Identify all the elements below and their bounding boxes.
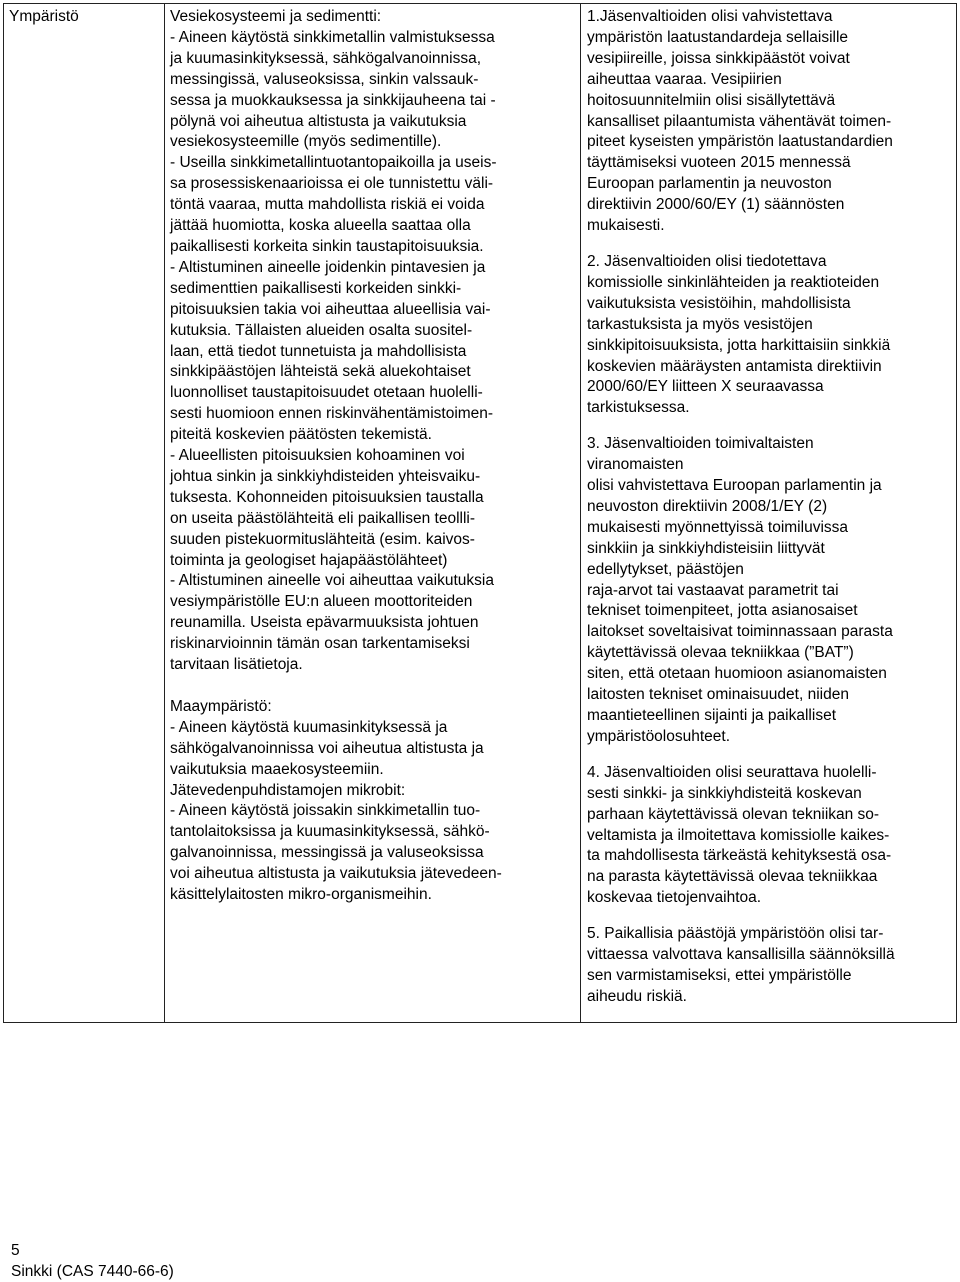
recommendation-line: sinkkiin ja sinkkiyhdisteisiin liittyvät bbox=[587, 539, 825, 557]
effects-line: paikallisesti korkeita sinkin taustapitoisuuksia. bbox=[170, 237, 484, 255]
effects-line: sähkögalvanoinnissa voi aiheutua altistusta ja bbox=[170, 739, 484, 757]
recommendation-line: 2000/60/EY liitteen X seuraavassa bbox=[587, 378, 824, 396]
recommendation-line: tekniset toimenpiteet, jotta asianosaiset bbox=[587, 602, 858, 620]
recommendation-line: edellytykset, päästöjen bbox=[587, 560, 744, 578]
recommendation-line: vittaessa valvottava kansallisilla säännöksillä bbox=[587, 946, 895, 964]
effects-line: messingissä, valuseoksissa, sinkin valssauk- bbox=[170, 70, 479, 88]
document-title: Sinkki (CAS 7440-66-6) bbox=[11, 1263, 174, 1280]
effects-line: jättää huomiotta, koska alueella saattaa olla bbox=[170, 217, 471, 235]
effects-line: - Aineen käytöstä kuumasinkityksessä ja bbox=[170, 718, 448, 736]
recommendation-item bbox=[587, 252, 950, 419]
recommendations-text bbox=[587, 7, 950, 1008]
effects-line: toiminta ja geologiset hajapäästölähteet) bbox=[170, 551, 448, 569]
recommendation-line: kansalliset pilaantumista vähentävät toimen- bbox=[587, 112, 892, 130]
effects-line: reunamilla. Useista epävarmuuksista johtuen bbox=[170, 614, 479, 632]
effects-line: tarvitaan lisätietoja. bbox=[170, 656, 303, 674]
effects-line: on useita päästölähteitä eli paikallisen teollli- bbox=[170, 509, 476, 527]
paragraph-gap bbox=[587, 748, 950, 763]
recommendation-line: maantieteellinen sijainti ja paikalliset bbox=[587, 707, 836, 724]
recommendation-line: hoitosuunnitelmiin olisi sisällytettävä bbox=[587, 91, 836, 109]
effects-line: sinkkipäästöjen lähteistä sekä aluekohtaiset bbox=[170, 363, 471, 381]
effects-line: vaikutuksia maaekosysteemiin. bbox=[170, 760, 384, 778]
effects-line: sessa ja muokkauksessa ja sinkkijauheena tai - bbox=[170, 91, 496, 109]
recommendation-line: ympäristöolosuhteet. bbox=[587, 727, 731, 745]
effects-line: - Alueellisten pitoisuuksien kohoaminen voi bbox=[170, 447, 465, 465]
recommendation-line: neuvoston direktiivin 2008/1/EY (2) bbox=[587, 497, 828, 515]
effects-cell bbox=[165, 4, 581, 1023]
effects-text bbox=[170, 7, 574, 906]
effects-line: riskinarvioinnin tämän osan tarkentamiseksi bbox=[170, 635, 470, 653]
recommendation-line: sen varmistamiseksi, ettei ympäristölle bbox=[587, 966, 852, 984]
recommendation-item bbox=[587, 434, 950, 748]
effects-line: laan, että tiedot tunnetuista ja mahdollisista bbox=[170, 342, 467, 360]
effects-line: käsittelylaitosten mikro-organismeihin. bbox=[170, 886, 432, 904]
paragraph-gap bbox=[587, 419, 950, 434]
recommendation-line: ympäristön laatustandardeja sellaisille bbox=[587, 28, 849, 46]
effects-line: sesti huomioon ennen riskinvähentämistoimen- bbox=[170, 405, 494, 423]
category-label: Ympäristö bbox=[9, 8, 79, 25]
category-cell bbox=[4, 4, 165, 1023]
recommendation-line: koskevaa tietojenvaihtoa. bbox=[587, 889, 762, 907]
recommendation-line: 5. Paikallisia päästöjä ympäristöön olisi tar- bbox=[587, 925, 884, 943]
recommendation-line: aiheuttaa vaaraa. Vesipiirien bbox=[587, 70, 782, 88]
recommendation-line: vesipiireille, joissa sinkkipäästöt voivat bbox=[587, 49, 850, 67]
effects-line: - Altistuminen aineelle joidenkin pintavesien ja bbox=[170, 258, 486, 276]
paragraph-gap bbox=[587, 237, 950, 252]
effects-line: vesiympäristölle EU:n alueen moottoriteiden bbox=[170, 593, 473, 611]
recommendation-line: viranomaisten bbox=[587, 456, 684, 474]
recommendation-line: Euroopan parlamentin ja neuvoston bbox=[587, 175, 832, 193]
recommendation-line: siten, että otetaan huomioon asianomaisten bbox=[587, 665, 887, 683]
recommendation-line: ta mahdollisesta tärkeästä kehityksestä osa- bbox=[587, 847, 892, 865]
table-row bbox=[4, 4, 957, 1023]
effects-line: sa prosessiskenaarioissa ei ole tunnistettu väli- bbox=[170, 175, 494, 193]
effects-line: pitoisuuksien takia voi aiheuttaa alueellisia vai- bbox=[170, 300, 491, 318]
recommendation-line: sinkkipitoisuuksista, jotta harkittaisiin sinkkiä bbox=[587, 336, 891, 354]
recommendation-line: parhaan käytettävissä olevan tekniikan so- bbox=[587, 805, 880, 823]
recommendation-line: koskevien määräysten antamista direktiivin bbox=[587, 357, 882, 375]
recommendation-line: vaikutuksista vesistöihin, mahdollisista bbox=[587, 294, 851, 312]
risk-table bbox=[3, 3, 957, 1023]
effects-line: Maaympäristö: bbox=[170, 697, 272, 715]
recommendation-item bbox=[587, 7, 950, 237]
recommendation-line: aiheudu riskiä. bbox=[587, 987, 687, 1005]
recommendations-cell bbox=[581, 4, 957, 1023]
effects-line: vesiekosysteemille (myös sedimentille). bbox=[170, 133, 442, 151]
effects-line: - Aineen käytöstä sinkkimetallin valmistuksessa bbox=[170, 28, 495, 46]
recommendation-line: 3. Jäsenvaltioiden toimivaltaisten bbox=[587, 435, 814, 453]
recommendation-line: olisi vahvistettava Euroopan parlamentin ja bbox=[587, 477, 882, 495]
recommendation-line: 2. Jäsenvaltioiden olisi tiedotettava bbox=[587, 252, 827, 270]
page-number: 5 bbox=[11, 1242, 20, 1259]
effects-line: - Aineen käytöstä joissakin sinkkimetallin tuo- bbox=[170, 802, 481, 820]
effects-line: Jätevedenpuhdistamojen mikrobit: bbox=[170, 781, 406, 799]
recommendation-line: komissiolle sinkinlähteiden ja reaktioteiden bbox=[587, 273, 880, 291]
recommendation-item bbox=[587, 763, 950, 909]
paragraph-gap bbox=[170, 676, 574, 697]
effects-line: - Altistuminen aineelle voi aiheuttaa vaikutuksia bbox=[170, 572, 494, 590]
effects-line: kutuksia. Tällaisten alueiden osalta suositel- bbox=[170, 321, 473, 339]
effects-line: sedimenttien paikallisesti korkeiden sinkki- bbox=[170, 279, 462, 297]
recommendation-item bbox=[587, 924, 950, 1008]
effects-line: piteitä koskevien päätösten tekemistä. bbox=[170, 426, 432, 444]
recommendation-line: laitosten tekniset ominaisuudet, niiden bbox=[587, 686, 849, 704]
recommendation-line: mukaisesti myönnettyissä toimiluvissa bbox=[587, 518, 849, 536]
recommendation-line: piteet kyseisten ympäristön laatustandardien bbox=[587, 133, 893, 151]
recommendation-line: käytettävissä olevaa tekniikkaa (”BAT”) bbox=[587, 644, 854, 662]
recommendation-line: täyttämiseksi vuoteen 2015 mennessä bbox=[587, 154, 851, 172]
recommendation-line: laitokset soveltaisivat toiminnassaan parasta bbox=[587, 623, 893, 641]
page-footer bbox=[11, 1240, 174, 1282]
recommendation-line: mukaisesti. bbox=[587, 217, 665, 235]
recommendation-line: sesti sinkki- ja sinkkiyhdisteitä koskevan bbox=[587, 784, 862, 802]
effects-line: Vesiekosysteemi ja sedimentti: bbox=[170, 8, 382, 25]
recommendation-line: direktiivin 2000/60/EY (1) säännösten bbox=[587, 196, 845, 214]
effects-line: - Useilla sinkkimetallintuotantopaikoilla ja useis- bbox=[170, 154, 497, 172]
recommendation-line: 1.Jäsenvaltioiden olisi vahvistettava bbox=[587, 8, 833, 25]
recommendation-line: 4. Jäsenvaltioiden olisi seurattava huolelli- bbox=[587, 763, 877, 781]
effects-line: johtua sinkin ja sinkkiyhdisteiden yhteisvaiku- bbox=[170, 467, 481, 485]
recommendation-line: na parasta käytettävissä olevaa tekniikkaa bbox=[587, 868, 878, 886]
effects-line: tantolaitoksissa ja kuumasinkityksessä, sähkö- bbox=[170, 823, 490, 841]
effects-line: voi aiheutua altistusta ja vaikutuksia jätevedeen- bbox=[170, 865, 502, 883]
effects-line: töntä vaaraa, mutta mahdollista riskiä ei voida bbox=[170, 196, 485, 214]
effects-line: suuden pistekuormituslähteitä (esim. kaivos- bbox=[170, 530, 475, 548]
effects-line: luonnolliset taustapitoisuudet otetaan huolelli- bbox=[170, 384, 483, 402]
effects-line: tuksesta. Kohonneiden pitoisuuksien taustalla bbox=[170, 488, 484, 506]
effects-line: pölynä voi aiheutua altistusta ja vaikutuksia bbox=[170, 112, 467, 130]
recommendation-line: tarkistuksessa. bbox=[587, 399, 690, 417]
paragraph-gap bbox=[587, 909, 950, 924]
recommendation-line: veltamista ja ilmoitettava komissiolle kaikes- bbox=[587, 826, 890, 844]
effects-line: ja kuumasinkityksessä, sähkögalvanoinnissa, bbox=[170, 49, 482, 67]
recommendation-line: raja-arvot tai vastaavat parametrit tai bbox=[587, 581, 839, 599]
effects-line: galvanoinnissa, messingissä ja valuseoksissa bbox=[170, 844, 484, 862]
recommendation-line: tarkastuksista ja myös vesistöjen bbox=[587, 315, 813, 333]
